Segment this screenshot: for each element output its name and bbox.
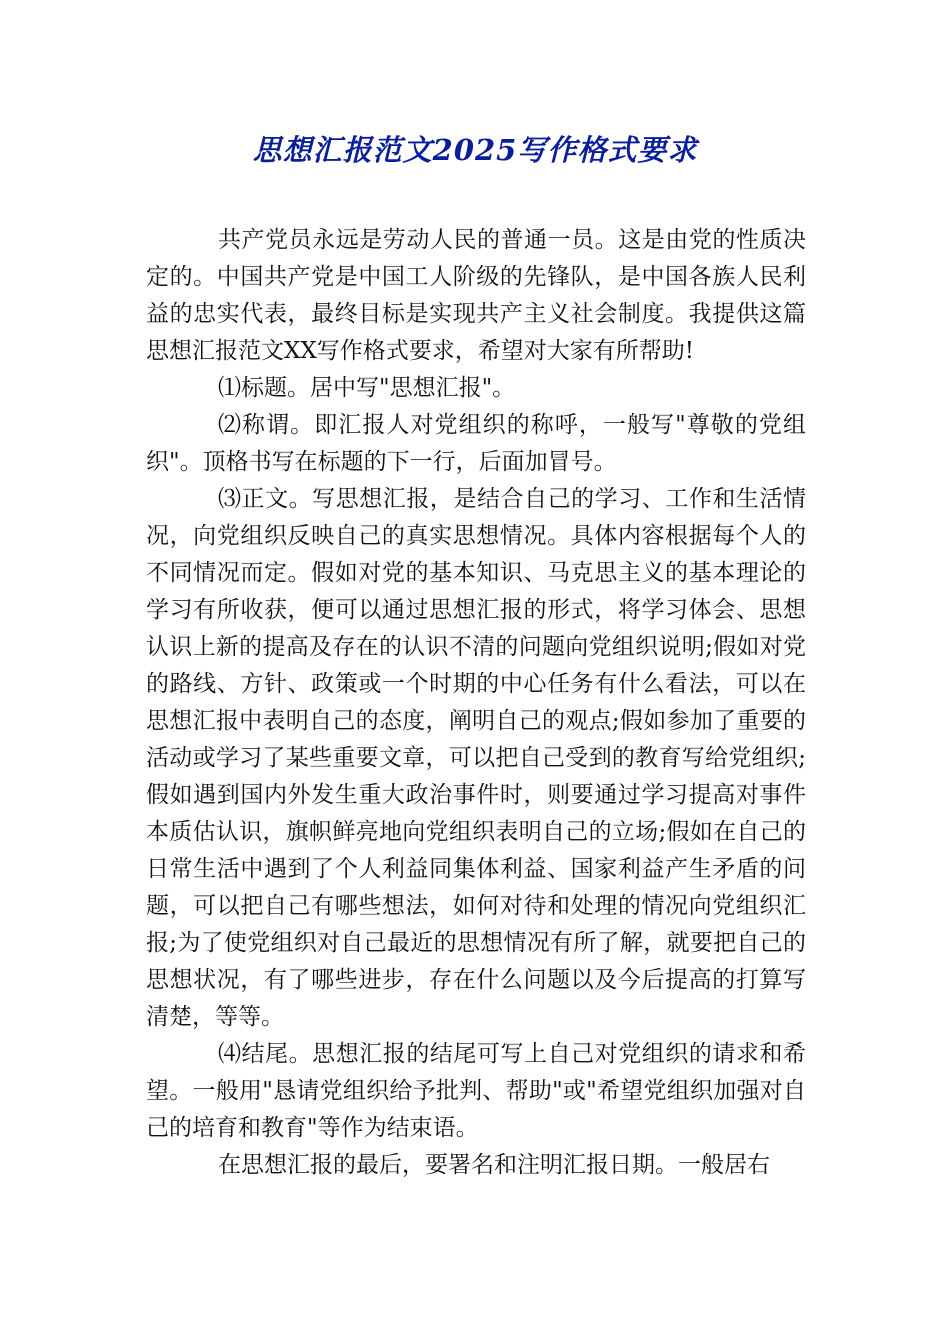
title-section-paragraph: ⑴标题。居中写"思想汇报"。 (218, 375, 516, 401)
closing-section-paragraph: ⑷结尾。思想汇报的结尾可写上自己对党组织的请求和希望。一般用"恳请党组织给予批判、帮助"或"希望党组织加强对自己的培育和教育"等作为结束语。 (146, 1041, 806, 1141)
signature-date-paragraph: 在思想汇报的最后，要署名和注明汇报日期。一般居右 (218, 1152, 770, 1178)
document-title: 思想汇报范文2025写作格式要求 (252, 133, 698, 167)
document-body (146, 222, 806, 1184)
main-text-section-paragraph: ⑶正文。写思想汇报，是结合自己的学习、工作和生活情况，向党组织反映自己的真实思想情况。具体内容根据每个人的不同情况而定。假如对党的基本知识、马克思主义的基本理论的学习有所收获，便可以通过思想汇报的形式，将学习体会、思想认识上新的提高及存在的认识不清的问题向党组织说明;假如对党的路线、方针、政策或一个时期的中心任务有什么看法，可以在思想汇报中表明自己的态度，阐明自己的观点;假如参加了重要的活动或学习了某些重要文章，可以把自己受到的教育写给党组织;假如遇到国内外发生重大政治事件时，则要通过学习提高对事件本质估认识，旗帜鲜亮地向党组织表明自己的立场;假如在自己的日常生活中遇到了个人利益同集体利益、国家利益产生矛盾的问题，可以把自己有哪些想法，如何对待和处理的情况向党组织汇报;为了使党组织对自己最近的思想情况有所了解，就要把自己的思想状况，有了哪些进步，存在什么问题以及今后提高的打算写清楚，等等。 (146, 486, 806, 1030)
salutation-section-paragraph: ⑵称谓。即汇报人对党组织的称呼，一般写"尊敬的党组织"。顶格书写在标题的下一行，后面加冒号。 (146, 412, 806, 475)
intro-paragraph: 共产党员永远是劳动人民的普通一员。这是由党的性质决定的。中国共产党是中国工人阶级的先锋队，是中国各族人民利益的忠实代表，最终目标是实现共产主义社会制度。我提供这篇思想汇报范文XX写作格式要求，希望对大家有所帮助! (146, 227, 806, 364)
